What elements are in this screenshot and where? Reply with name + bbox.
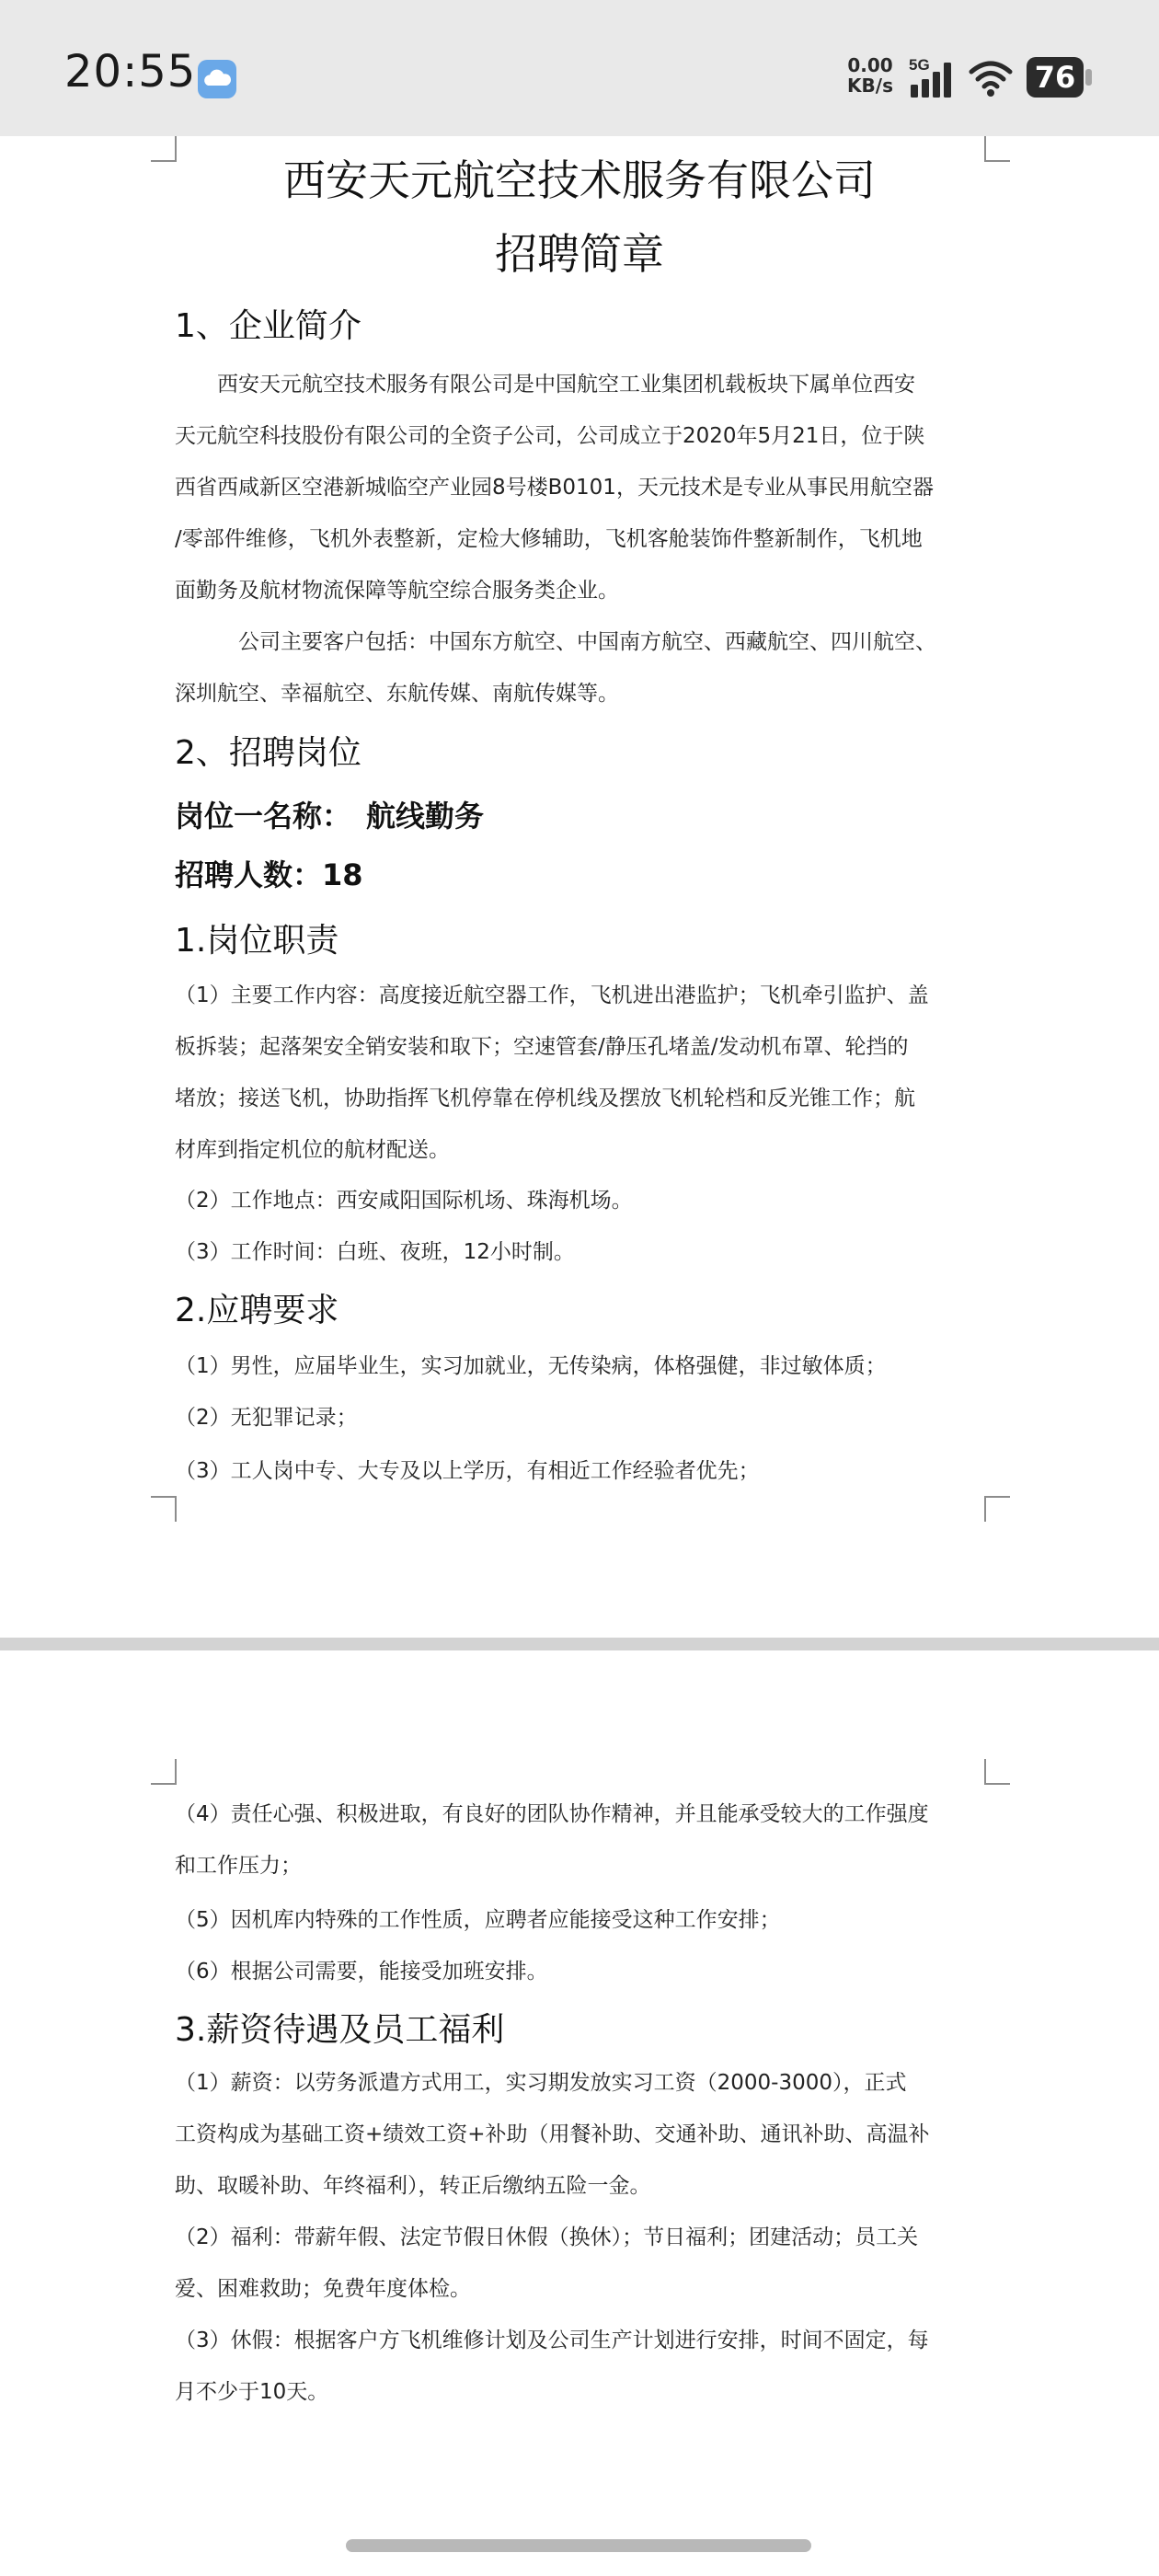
paragraph-line: 深圳航空、幸福航空、东航传媒、南航传媒等。 [175,682,619,706]
paragraph-line: 板拆装；起落架安全销安装和取下；空速管套/静压孔堵盖/发动机布罩、轮挡的 [175,1035,909,1059]
requirement-item-5: （5）因机库内特殊的工作性质，应聘者应能接受这种工作安排； [175,1908,781,1932]
battery-level: 76 [1034,60,1076,95]
paragraph-line: 月不少于10天。 [175,2380,329,2404]
weather-cloud-icon [197,59,237,99]
salary-paragraph [175,2057,984,2212]
paragraph-line: （4）责任心强、积极进取，有良好的团队协作精神，并且能承受较大的工作强度 [175,1802,929,1826]
section-heading-company-intro: 1、企业简介 [175,307,361,345]
crop-mark-top-right [984,1759,1010,1785]
requirements-heading: 2.应聘要求 [175,1292,339,1329]
document-title: 西安天元航空技术服务有限公司 [283,155,876,205]
crop-mark-bottom-left [151,1496,177,1522]
duties-heading: 1.岗位职责 [175,922,339,960]
wifi-icon [968,57,1014,98]
leave-paragraph [175,2315,984,2418]
paragraph-line: 西安天元航空技术服务有限公司是中国航空工业集团机载板块下属单位西安 [175,373,915,397]
benefits-paragraph [175,2212,984,2315]
salary-section-heading: 3.薪资待遇及员工福利 [175,2011,505,2049]
crop-mark-bottom-right [984,1496,1010,1522]
home-indicator-bar[interactable] [346,2539,811,2552]
paragraph-line: （2）福利：带薪年假、法定节假日休假（换休）；节日福利；团建活动；员工关 [175,2225,919,2249]
crop-mark-top-left [151,1759,177,1785]
paragraph-line: 面勤务及航材物流保障等航空综合服务类企业。 [175,579,619,603]
network-type-label: 5G [909,56,930,74]
requirement-item-2: （2）无犯罪记录； [175,1406,358,1430]
network-speed [843,55,898,96]
duty-work-location: （2）工作地点：西安咸阳国际机场、珠海机场。 [175,1189,633,1213]
company-intro-paragraph [175,359,984,616]
document-page-1 [0,136,1159,1638]
network-speed-unit: KB/s [847,75,893,97]
status-time: 20:55 [64,46,197,98]
requirement-item-6: （6）根据公司需要，能接受加班安排。 [175,1960,548,1984]
signal-icon [909,53,960,99]
paragraph-line: 助、取暖补助、年终福利），转正后缴纳五险一金。 [175,2174,651,2198]
document-subtitle: 招聘简章 [495,229,664,279]
requirement-item-3: （3）工人岗中专、大专及以上学历，有相近工作经验者优先； [175,1459,760,1483]
position-name: 岗位一名称： 航线勤务 [175,799,485,834]
paragraph-line: （3）休假：根据客户方飞机维修计划及公司生产计划进行安排，时间不固定，每 [175,2329,929,2352]
paragraph-line: （1）主要工作内容：高度接近航空器工作，飞机进出港监护；飞机牵引监护、盖 [175,983,929,1007]
duty-work-hours: （3）工作时间：白班、夜班，12小时制。 [175,1240,575,1264]
paragraph-line: 和工作压力； [175,1854,302,1878]
paragraph-line: 爱、困难救助；免费年度体检。 [175,2277,471,2301]
clients-paragraph [175,616,984,719]
paragraph-line: 天元航空科技股份有限公司的全资子公司，公司成立于2020年5月21日，位于陕 [175,424,925,448]
paragraph-line: （1）薪资：以劳务派遣方式用工，实习期发放实习工资（2000-3000），正式 [175,2071,907,2095]
requirement-item-1: （1）男性，应届毕业生，实习加就业，无传染病，体格强健，非过敏体质； [175,1354,887,1378]
page-separator [0,1638,1159,1650]
paragraph-line: 堵放；接送飞机，协助指挥飞机停靠在停机线及摆放飞机轮档和反光锥工作；航 [175,1087,915,1110]
paragraph-line: 材库到指定机位的航材配送。 [175,1138,450,1162]
document-page-2 [0,1650,1159,2576]
headcount: 招聘人数：18 [175,857,363,892]
requirement-item-4 [175,1788,984,1892]
section-heading-positions: 2、招聘岗位 [175,734,361,772]
paragraph-line: /零部件维修，飞机外表整新，定检大修辅助，飞机客舱装饰件整新制作，飞机地 [175,527,923,551]
paragraph-line: 西省西咸新区空港新城临空产业园8号楼B0101，天元技术是专业从事民用航空器 [175,476,934,500]
duties-paragraph [175,970,984,1176]
paragraph-line: 公司主要客户包括：中国东方航空、中国南方航空、西藏航空、四川航空、 [175,630,936,654]
network-speed-value: 0.00 [847,54,893,76]
paragraph-line: 工资构成为基础工资+绩效工资+补助（用餐补助、交通补助、通讯补助、高温补 [175,2122,930,2146]
status-bar [0,0,1159,136]
